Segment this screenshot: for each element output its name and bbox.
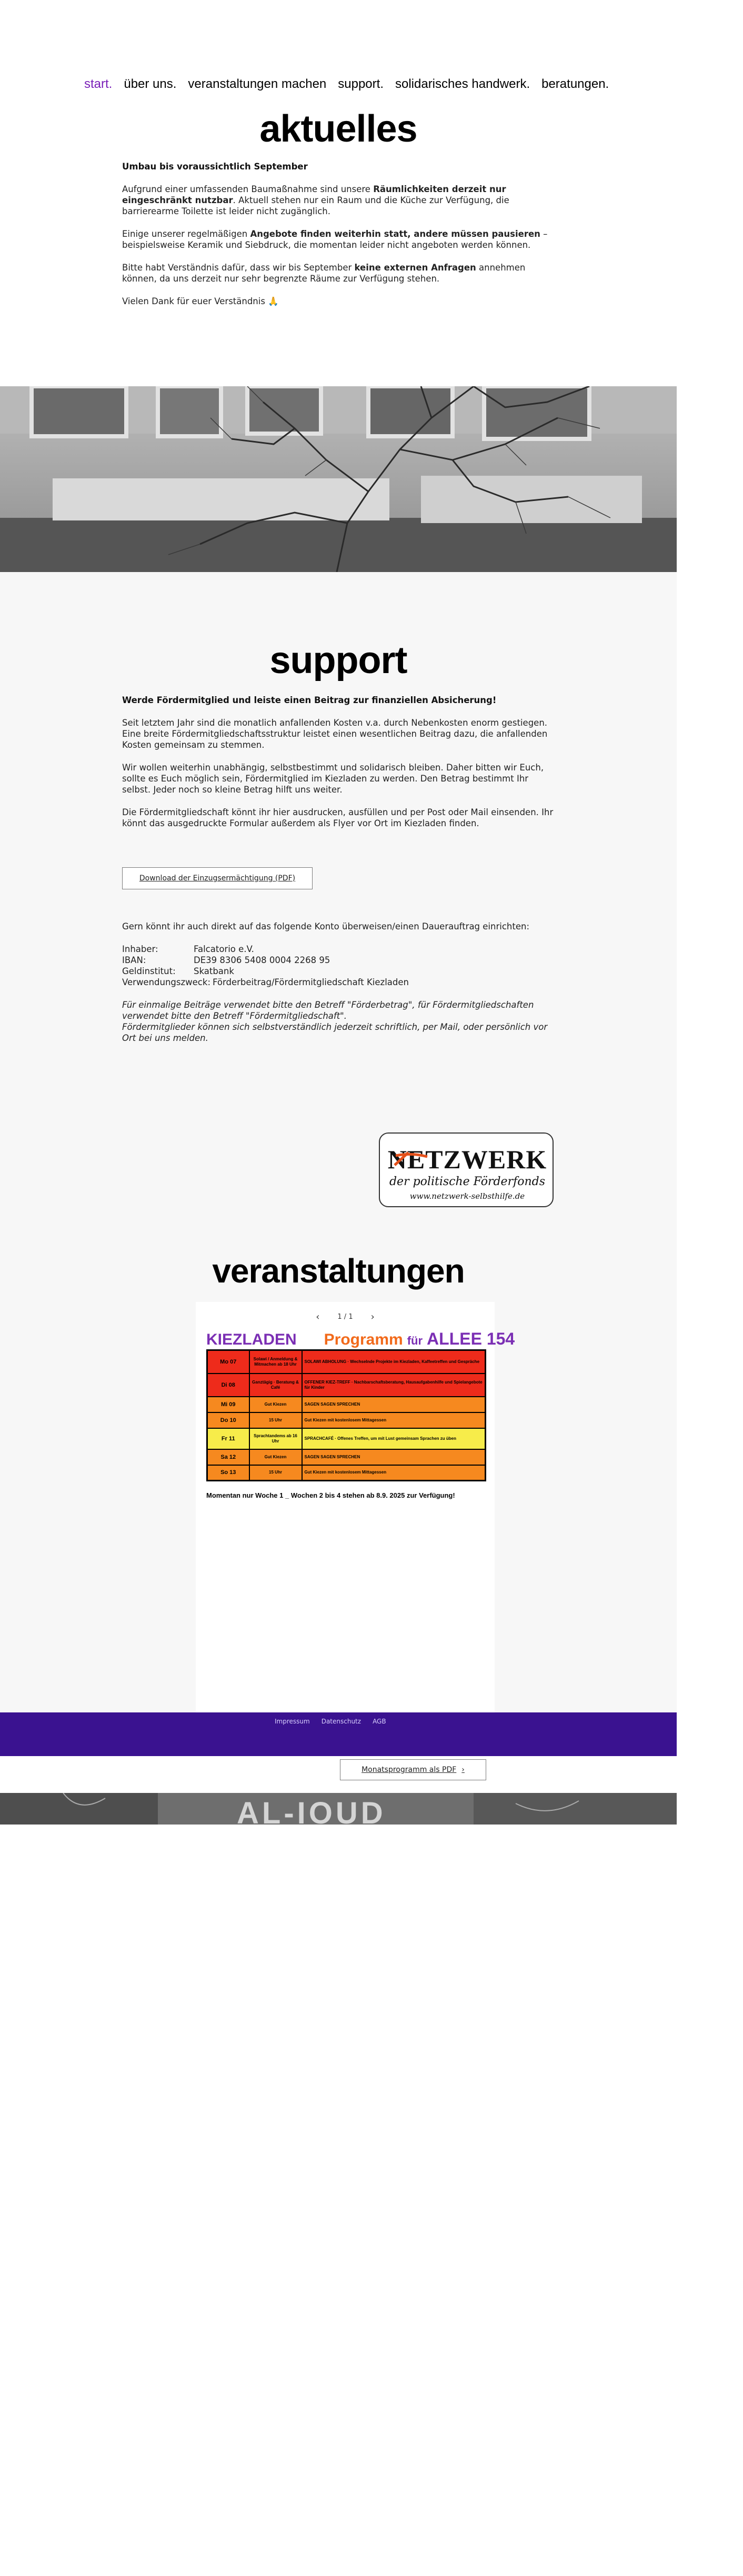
- bank-details: [122, 921, 554, 1044]
- support-paragraph-2: Wir wollen weiterhin unabhängig, selbstbestimmt und solidarisch bleiben. Daher bitten wir Euch, sollte es Euch möglich sein, Fördermitglied im Kiezladen zu werden. Den Betrag bestimmt Ihr selbst. Jeder noch so kleine Betrag hilft uns weiter.: [122, 763, 544, 795]
- program-row: [207, 1428, 486, 1449]
- support-title: support: [269, 639, 407, 681]
- program-row: [207, 1465, 486, 1481]
- holder-label: Inhaber:: [122, 944, 158, 954]
- institute-value: Skatbank: [194, 966, 234, 976]
- netzwerk-url: www.netzwerk-selbsthilfe.de: [409, 1191, 525, 1201]
- program-desc: SAGEN SAGEN SPRECHEN: [302, 1449, 486, 1465]
- program-day: So 13: [207, 1465, 249, 1481]
- program-desc: OFFENER KIEZ-TREFF · Nachbarschaftsberatung, Hausaufgabenhilfe und Spielangebote für Kinder: [302, 1374, 486, 1397]
- aktuelles-paragraph-4: Vielen Dank für euer Verständnis 🙏: [122, 296, 279, 306]
- main-nav: [84, 77, 609, 92]
- netzwerk-logo-text: NETZWERK: [387, 1145, 547, 1174]
- nav-ueber-uns[interactable]: über uns.: [124, 77, 177, 91]
- program-time: 15 Uhr: [249, 1412, 302, 1428]
- program-day: Sa 12: [207, 1449, 249, 1465]
- monatsprogramm-pdf-button[interactable]: [340, 1759, 486, 1780]
- pager-next-icon[interactable]: ›: [370, 1311, 375, 1322]
- program-desc: SPRACHCAFÉ · Offenes Treffen, um mit Lust gemeinsam Sprachen zu üben: [302, 1428, 486, 1449]
- program-time: 15 Uhr: [249, 1465, 302, 1481]
- pager-prev-icon[interactable]: ‹: [316, 1311, 320, 1322]
- purpose-value: Förderbeitrag/Fördermitgliedschaft Kiezladen: [213, 977, 409, 987]
- program-row: [207, 1397, 486, 1412]
- support-note-1: Für einmalige Beiträge verwendet bitte den Betreff "Förderbetrag", für Fördermitgliedschaften verwendet bitte den Betreff "Fördermitgliedschaft".: [122, 1000, 534, 1021]
- program-day: Mo 07: [207, 1350, 249, 1374]
- download-einzugsermaechtigung-button[interactable]: Download der Einzugsermächtigung (PDF): [122, 867, 313, 889]
- holder-value: Falcatorio e.V.: [194, 944, 254, 954]
- svg-text:AL-IOUD: AL-IOUD: [237, 1796, 386, 1825]
- program-time: Ganztägig · Beratung & Café: [249, 1374, 302, 1397]
- aktuelles-paragraph-3: Bitte habt Verständnis dafür, dass wir bis September keine externen Anfragen annehmen können, da uns derzeit nur sehr begrenzte Räume zur Verfügung stehen.: [122, 263, 526, 284]
- netzwerk-tagline: der politische Förderfonds: [389, 1175, 546, 1188]
- footer-link-datenschutz[interactable]: Datenschutz: [321, 1718, 362, 1725]
- program-allee: ALLEE 154: [427, 1329, 515, 1348]
- support-paragraph-1: Seit letztem Jahr sind die monatlich anfallenden Kosten v.a. durch Nebenkosten enorm gestiegen. Eine breite Fördermitgliedschaftsstruktur leistet einen wesentlichen Beitrag dazu, die anfallenden Kosten gemeinsam zu stemmen.: [122, 718, 548, 750]
- program-time: Gut Kiezen: [249, 1449, 302, 1465]
- veranstaltungen-title: veranstaltungen: [212, 1252, 465, 1290]
- footer: [0, 1712, 677, 1756]
- chevron-right-icon: ›: [461, 1766, 465, 1774]
- program-programm: Programm: [324, 1331, 403, 1348]
- program-row: [207, 1374, 486, 1397]
- program-row: [207, 1449, 486, 1465]
- footer-link-impressum[interactable]: Impressum: [275, 1718, 310, 1725]
- support-paragraph-3: Die Fördermitgliedschaft könnt ihr hier ausdrucken, ausfüllen und per Post oder Mail einsenden. Ihr könnt das ausgedruckte Formular außerdem als Flyer vor Ort im Kiezladen finden.: [122, 807, 554, 828]
- aktuelles-text: [122, 161, 554, 318]
- program-row: [207, 1412, 486, 1428]
- program-day: Do 10: [207, 1412, 249, 1428]
- program-desc: SOLAWI ABHOLUNG · Wechselnde Projekte im Kiezladen, Kaffeetreffen und Gespräche: [302, 1350, 486, 1374]
- building-photo: [0, 386, 677, 572]
- nav-solidarisches-handwerk[interactable]: solidarisches handwerk.: [395, 77, 530, 91]
- pager-count: 1 / 1: [337, 1313, 353, 1321]
- footer-links: [275, 1718, 386, 1725]
- support-lead: Werde Fördermitglied und leiste einen Beitrag zur finanziellen Absicherung!: [122, 695, 497, 705]
- program-viewer: [196, 1302, 515, 1712]
- footer-link-agb[interactable]: AGB: [373, 1718, 386, 1725]
- institute-label: Geldinstitut:: [122, 966, 176, 976]
- program-heading: [206, 1329, 515, 1349]
- program-fuer: für: [407, 1334, 423, 1347]
- sign-photo: [0, 1793, 677, 1825]
- iban-label: IBAN:: [122, 955, 146, 965]
- program-table: [206, 1349, 486, 1481]
- program-time: Gut Kiezen: [249, 1397, 302, 1412]
- aktuelles-lead: Umbau bis voraussichtlich September: [122, 162, 308, 172]
- support-text: [122, 695, 554, 840]
- nav-beratungen[interactable]: beratungen.: [541, 77, 609, 91]
- purpose-label: Verwendungszweck:: [122, 977, 210, 987]
- program-desc: Gut Kiezen mit kostenlosem Mittagessen: [302, 1465, 486, 1481]
- aktuelles-title: aktuelles: [259, 108, 417, 150]
- iban-value: DE39 8306 5408 0004 2268 95: [194, 955, 330, 965]
- support-note-2: Fördermitglieder können sich selbstverständlich jederzeit schriftlich, per Mail, oder persönlich vor Ort bei uns melden.: [122, 1022, 548, 1043]
- nav-veranstaltungen-machen[interactable]: veranstaltungen machen: [188, 77, 327, 91]
- nav-support[interactable]: support.: [338, 77, 384, 91]
- netzwerk-logo[interactable]: [379, 1132, 554, 1207]
- program-desc: Gut Kiezen mit kostenlosem Mittagessen: [302, 1412, 486, 1428]
- support-notes: [122, 999, 554, 1044]
- transfer-intro: Gern könnt ihr auch direkt auf das folgende Konto überweisen/einen Dauerauftrag einrichten:: [122, 921, 530, 931]
- program-pager: [196, 1311, 495, 1322]
- program-desc: SAGEN SAGEN SPRECHEN: [302, 1397, 486, 1412]
- program-day: Fr 11: [207, 1428, 249, 1449]
- program-time: Sprachtandems ab 16 Uhr: [249, 1428, 302, 1449]
- program-day: Di 08: [207, 1374, 249, 1397]
- aktuelles-paragraph-1: Aufgrund einer umfassenden Baumaßnahme sind unsere Räumlichkeiten derzeit nur eingeschränkt nutzbar. Aktuell stehen nur ein Raum und die Küche zur Verfügung, die barrierearme Toilette ist leider nicht zugänglich.: [122, 184, 509, 216]
- program-kiezladen: KIEZLADEN: [206, 1331, 297, 1348]
- aktuelles-paragraph-2: Einige unserer regelmäßigen Angebote finden weiterhin statt, andere müssen pausieren – beispielsweise Keramik und Siebdruck, die momentan leider nicht angeboten werden können.: [122, 229, 548, 250]
- program-day: Mi 09: [207, 1397, 249, 1412]
- monatsprogramm-label: Monatsprogramm als PDF: [362, 1766, 457, 1774]
- nav-start[interactable]: start.: [84, 77, 113, 91]
- program-time: Solawi / Anmeldung & Mitmachen ab 18 Uhr: [249, 1350, 302, 1374]
- program-note: Momentan nur Woche 1 _ Wochen 2 bis 4 stehen ab 8.9. 2025 zur Verfügung!: [206, 1491, 455, 1499]
- program-row: [207, 1350, 486, 1374]
